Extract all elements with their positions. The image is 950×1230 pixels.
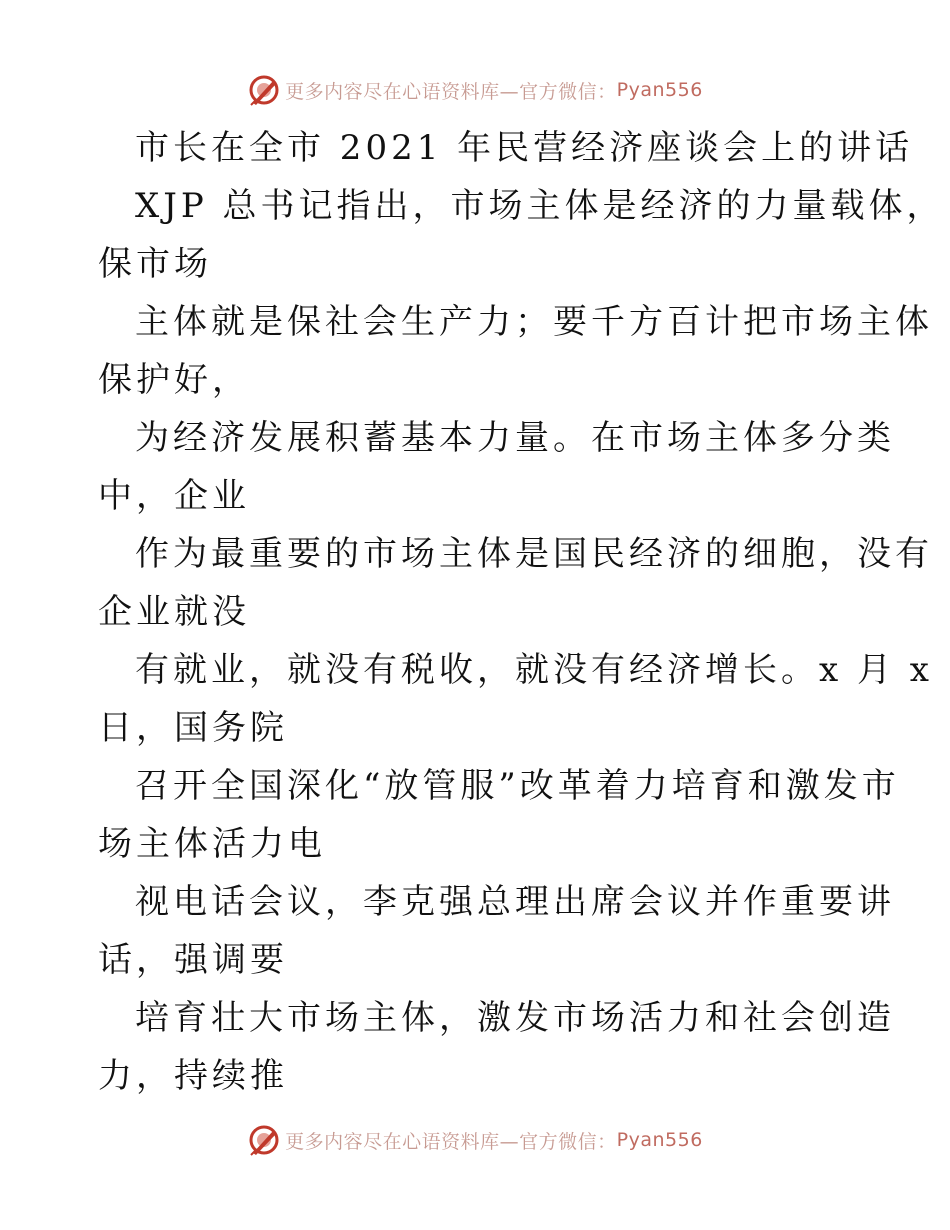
paragraph-line: XJP 总书记指出，市场主体是经济的力量载体， xyxy=(135,186,945,226)
paragraph-line: 召开全国深化“放管服”改革着力培育和激发市 xyxy=(135,766,900,806)
paragraph-line: 为经济发展积蓄基本力量。在市场主体多分类 xyxy=(135,418,895,458)
paragraph-line: 力，持续推 xyxy=(98,1056,288,1096)
paragraph-line: 培育壮大市场主体，激发市场活力和社会创造 xyxy=(135,998,895,1038)
header-watermark xyxy=(0,70,950,110)
paragraph-line: 中，企业 xyxy=(98,476,250,516)
watermark-text: 更多内容尽在心语资料库—官方微信： xyxy=(285,80,617,103)
watermark-text: 更多内容尽在心语资料库—官方微信： xyxy=(285,1130,617,1153)
paragraph-line: 有就业，就没有税收，就没有经济增长。x 月 x xyxy=(135,650,933,690)
paragraph-line: 视电话会议，李克强总理出席会议并作重要讲 xyxy=(135,882,895,922)
document-title: 市长在全市 2021 年民营经济座谈会上的讲话 xyxy=(135,128,914,168)
paragraph-line: 话，强调要 xyxy=(98,940,288,980)
paragraph-line: 日，国务院 xyxy=(98,708,288,748)
paragraph-line: 保护好， xyxy=(98,360,250,400)
paragraph-line: 作为最重要的市场主体是国民经济的细胞，没有 xyxy=(135,534,933,574)
paragraph-line: 企业就没 xyxy=(98,592,250,632)
quill-logo-icon xyxy=(247,1123,281,1157)
paragraph-line: 主体就是保社会生产力；要千方百计把市场主体 xyxy=(135,302,933,342)
quill-logo-icon xyxy=(247,73,281,107)
footer-watermark xyxy=(0,1120,950,1160)
paragraph-line: 场主体活力电 xyxy=(98,824,326,864)
watermark-wechat-handle: Pyan556 xyxy=(616,79,703,101)
watermark-wechat-handle: Pyan556 xyxy=(616,1129,703,1151)
paragraph-line: 保市场 xyxy=(98,244,212,284)
